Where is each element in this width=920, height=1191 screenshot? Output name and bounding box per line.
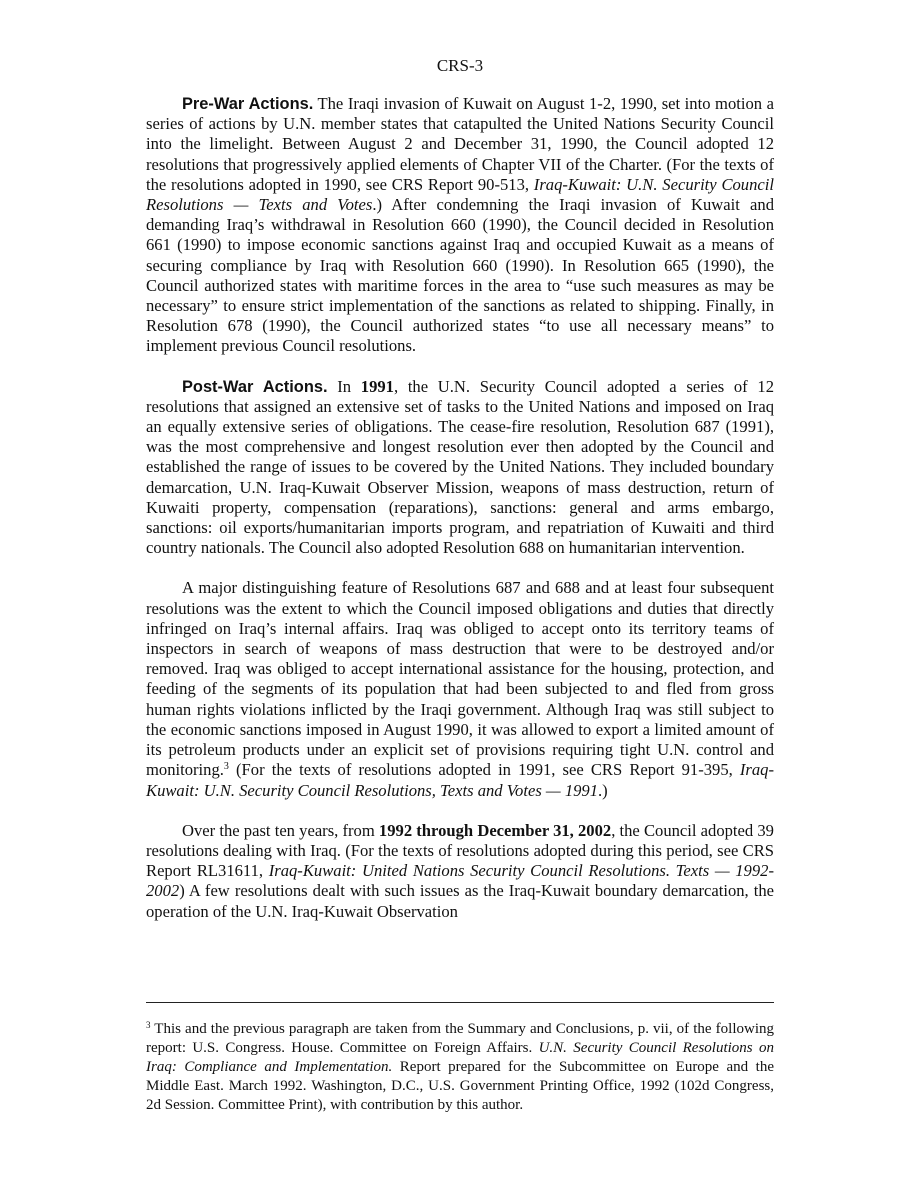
- footnote: [146, 1020, 774, 1115]
- paragraph-heading: Post-War Actions.: [182, 377, 328, 396]
- report-title: Iraq-Kuwait: U.N. Security Council Resolutions — Texts and Votes: [146, 174, 774, 215]
- paragraph-text: A major distinguishing feature of Resolutions 687 and 688 and at least four subsequent resolutions was the extent to which the Council imposed obligations and duties that directly infringed on Iraq’s internal affairs. Iraq was obliged to accept onto its territory teams of inspectors in search of weapons of mass destruction that were to be destroyed and/or removed. Iraq was obliged to accept international assistance for the housing, protection, and feeding of the segments of its population that had been subjected to and fled from gross human rights violations inflicted by the Iraqi government. Although Iraq was still subject to the economic sanctions imposed in August 1990, it was allowed to export a limited amount of its petroleum products under an explicit set of provisions requiring tight U.N. control and monitoring.: [146, 578, 774, 780]
- report-title: Iraq-Kuwait: United Nations Security Council Resolutions. Texts — 1992-2002: [146, 861, 774, 901]
- paragraph-distinguishing-feature: [146, 578, 774, 800]
- paragraph-text: The Iraqi invasion of Kuwait on August 1-2, 1990, set into motion a series of actions by U.N. member states that catapulted the United Nations Security Council into the limelight. Between August 2 and December 31, 1990, the Council adopted 12 resolutions that progressively applied elements of Chapter VII of the Charter. (For the texts of the resolutions adopted in 1990, see CRS Report 90-513,: [146, 94, 774, 194]
- paragraph-text: .) After condemning the Iraqi invasion of Kuwait and demanding Iraq’s withdrawal in Resolution 660 (1990), the Council decided in Resolution 661 (1990) to impose economic sanctions against Iraq and occupied Kuwait as a means of securing compliance by Iraq with Resolution 660 (1990). In Resolution 665 (1990), the Council authorized states with maritime forces in the area to “use such measures as may be necessary” to ensure strict implementation of the sanctions as related to shipping. Finally, in Resolution 678 (1990), the Council authorized states “to use all necessary means” to implement previous Council resolutions.: [146, 195, 775, 356]
- paragraph-text: ) A few resolutions dealt with such issues as the Iraq-Kuwait boundary demarcation, the operation of the U.N. Iraq-Kuwait Observation: [146, 881, 774, 921]
- footnote-text: Report prepared for the Subcommittee on Europe and the Middle East. March 1992. Washington, D.C., U.S. Government Printing Office, 1992 (102d Congress, 2d Session. Committee Print), with contribution by this author.: [146, 1059, 774, 1113]
- footnote-text: This and the previous paragraph are taken from the Summary and Conclusions, p. vii, of the following report: U.S. Congress. House. Committee on Foreign Affairs.: [146, 1021, 774, 1056]
- paragraph-post-war-actions: [146, 377, 774, 559]
- footnote-report-title: U.N. Security Council Resolutions on Iraq: Compliance and Implementation.: [146, 1040, 774, 1075]
- paragraph-pre-war-actions: [146, 94, 774, 357]
- footnote-divider: [146, 1002, 774, 1003]
- report-title: Iraq-Kuwait: U.N. Security Council Resolutions, Texts and Votes — 1991: [146, 760, 774, 800]
- bold-date-range: 1992 through December 31, 2002: [378, 820, 612, 840]
- paragraph-text: Over the past ten years, from: [182, 820, 379, 840]
- paragraph-text: In: [327, 376, 361, 396]
- paragraph-past-ten-years: [146, 821, 774, 922]
- footnote-number: 3: [146, 1020, 151, 1030]
- footnote-reference: 3: [223, 761, 229, 773]
- page-header: CRS-3: [436, 56, 484, 75]
- paragraph-text: (For the texts of resolutions adopted in 1991, see CRS Report 91-395,: [228, 760, 740, 780]
- body-text: [146, 94, 774, 922]
- paragraph-text: , the Council adopted 39 resolutions dealing with Iraq. (For the texts of resolutions adopted during this period, see CRS Report RL31611,: [146, 820, 774, 881]
- paragraph-text: .): [598, 780, 608, 800]
- paragraph-text: , the U.N. Security Council adopted a series of 12 resolutions that assigned an extensive set of tasks to the United Nations and imposed on Iraq an equally extensive series of obligations. The cease-fire resolution, Resolution 687 (1991), was the most comprehensive and longest resolution ever then adopted by the Council and established the range of issues to be covered by the United Nations. They included boundary demarcation, U.N. Iraq-Kuwait Observer Mission, weapons of mass destruction, return of Kuwaiti property, compensation (reparations), sanctions: general and arms embargo, sanctions: oil exports/humanitarian imports program, and repatriation of Kuwaiti and third country nationals. The Council also adopted Resolution 688 on humanitarian intervention.: [146, 376, 774, 558]
- bold-year: 1991: [360, 376, 394, 396]
- paragraph-heading: Pre-War Actions.: [182, 95, 314, 113]
